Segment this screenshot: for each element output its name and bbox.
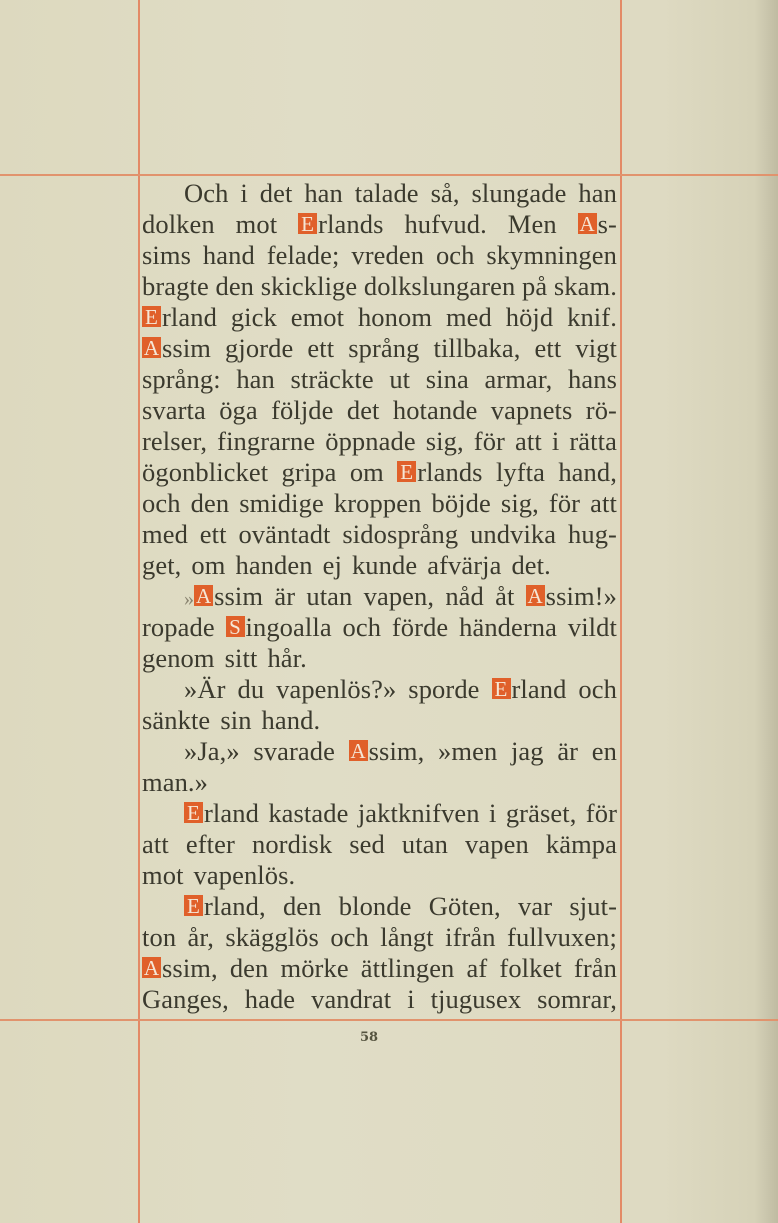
word: är: [557, 736, 579, 766]
word: hade: [244, 984, 296, 1014]
word: vigt: [575, 333, 617, 363]
word: A ssim,: [143, 953, 218, 983]
word: för: [473, 426, 505, 456]
word: undvika: [470, 519, 557, 549]
word: A s-: [579, 209, 617, 239]
word: i: [489, 798, 497, 828]
word: öppnade: [325, 426, 416, 456]
text-line: [142, 798, 617, 829]
word: Och: [184, 178, 229, 208]
word: vreden: [351, 240, 425, 270]
text-line: [142, 705, 617, 736]
word: ögonblicket: [142, 457, 269, 487]
body-text: [142, 178, 617, 1015]
word: E rlands: [298, 209, 383, 240]
word: skägglös: [225, 922, 319, 952]
word: språng:: [142, 364, 221, 394]
word: slungade: [471, 178, 567, 208]
word: knif.: [567, 302, 617, 332]
word: E rland: [142, 302, 217, 333]
word: i: [407, 984, 415, 1014]
word: nåd: [445, 581, 484, 611]
word: ett: [199, 519, 227, 549]
decorated-initial: A: [579, 212, 595, 236]
quote-mark: »: [184, 588, 195, 610]
text-line: [142, 550, 617, 581]
word: om: [191, 550, 226, 580]
word: bragte: [142, 271, 209, 301]
word: jag: [510, 736, 544, 766]
word: sig,: [500, 488, 539, 518]
word: skicklige: [260, 271, 358, 301]
word: du: [237, 674, 265, 704]
word: E rland,: [184, 891, 266, 922]
word: ut: [389, 364, 411, 394]
word: höjd: [505, 302, 554, 332]
word: förde: [391, 612, 449, 642]
top-margin-rule: [0, 174, 778, 176]
word: Göten,: [428, 891, 501, 921]
decorated-initial: E: [184, 802, 203, 823]
word: hufvud.: [404, 209, 487, 239]
word: ropade: [142, 612, 215, 642]
word: gick: [230, 302, 277, 332]
text-line: [142, 271, 617, 302]
word: följde: [271, 395, 334, 425]
text-line: [142, 860, 617, 891]
text-line: [142, 519, 617, 550]
word: vildt: [567, 612, 617, 642]
text-line: [142, 767, 617, 798]
word: ett: [534, 333, 562, 363]
text-line: [142, 953, 617, 984]
word: »Är: [184, 674, 226, 704]
word: E rland: [184, 798, 259, 829]
word: och: [330, 922, 369, 952]
decorated-initial: E: [492, 678, 511, 699]
word: sina: [425, 364, 469, 394]
word: för: [548, 488, 581, 518]
word: skam.: [553, 271, 617, 301]
word: och: [342, 612, 382, 642]
word: om: [349, 457, 384, 487]
word: i: [240, 178, 248, 208]
word: Men: [507, 209, 557, 239]
word: långt: [380, 922, 434, 952]
word: det.: [511, 550, 551, 580]
word: »men: [438, 736, 498, 766]
word: talade: [354, 178, 419, 208]
word: var: [517, 891, 553, 921]
word: jaktknifven: [357, 798, 480, 828]
text-line: [142, 457, 617, 488]
word: rätta: [569, 426, 617, 456]
word: efter: [185, 829, 235, 859]
text-line: [142, 891, 617, 922]
word: hår.: [267, 643, 307, 673]
word: hug-: [568, 519, 617, 549]
word: sporde: [408, 674, 480, 704]
word: hand.: [261, 705, 321, 735]
text-line: [142, 829, 617, 860]
word: rö-: [585, 395, 617, 425]
word: från: [573, 953, 617, 983]
text-line: [142, 333, 617, 364]
word: år,: [187, 922, 214, 952]
text-line: [142, 426, 617, 457]
word: »Ja,»: [184, 736, 240, 766]
word: tillbaka,: [433, 333, 521, 363]
word: den: [215, 271, 255, 301]
word: mörke: [280, 953, 349, 983]
decorated-initial: A: [195, 584, 212, 608]
decorated-initial: A: [143, 956, 160, 980]
word: han: [236, 364, 275, 394]
word: A ssim!»: [527, 581, 617, 611]
word: sitt: [224, 643, 258, 673]
text-line: [142, 302, 617, 333]
word: utan: [306, 581, 353, 611]
word: att: [590, 488, 617, 518]
word: skymningen: [486, 240, 617, 270]
word: den: [229, 953, 269, 983]
word: i: [551, 426, 560, 456]
word: relser,: [142, 426, 208, 456]
left-margin-rule: [138, 0, 140, 1223]
word: man.»: [142, 767, 208, 797]
word: oväntadt: [238, 519, 331, 549]
word: hotande: [392, 395, 478, 425]
word: den: [282, 891, 322, 921]
decorated-initial: E: [184, 895, 203, 916]
word: dolken: [142, 209, 215, 239]
decorated-initial: E: [142, 306, 161, 327]
word: handen: [235, 550, 313, 580]
decorated-initial: A: [527, 584, 543, 608]
text-line: [142, 643, 617, 674]
decorated-initial: S: [226, 616, 245, 637]
bottom-margin-rule: [0, 1019, 778, 1021]
word: lyfta: [495, 457, 545, 487]
word: språng: [348, 333, 420, 363]
word: är: [274, 581, 296, 611]
right-margin-rule: [620, 0, 622, 1223]
word: händerna: [459, 612, 558, 642]
word: det: [259, 178, 293, 208]
word: att: [142, 829, 169, 859]
word: på: [522, 271, 548, 301]
word: med: [445, 302, 492, 332]
word: somrar,: [537, 984, 617, 1014]
word: vapen: [465, 829, 529, 859]
word: sed: [349, 829, 385, 859]
word: sidosprång: [342, 519, 459, 549]
text-line: [142, 984, 617, 1015]
text-line: [142, 922, 617, 953]
decorated-initial: A: [143, 336, 160, 360]
word: vapenlös.: [193, 860, 296, 890]
word: sig,: [425, 426, 464, 456]
word: vapenlös?»: [276, 674, 397, 704]
word: armar,: [484, 364, 553, 394]
word: blonde: [338, 891, 412, 921]
word: hand: [202, 240, 255, 270]
word: ättlingen: [360, 953, 455, 983]
decorated-initial: E: [298, 213, 317, 234]
word: afvärja: [427, 550, 502, 580]
word: emot: [290, 302, 345, 332]
word: smidige: [239, 488, 324, 518]
word: svarta: [142, 395, 206, 425]
word: han: [304, 178, 343, 208]
word: fullvuxen;: [507, 922, 617, 952]
decorated-initial: A: [350, 739, 366, 763]
word: gjorde: [225, 333, 294, 363]
text-line: [142, 395, 617, 426]
word: och: [435, 240, 475, 270]
word: sjut-: [569, 891, 617, 921]
word: han: [578, 178, 617, 208]
word: gripa: [281, 457, 337, 487]
word: mot: [235, 209, 278, 239]
word: ej: [322, 550, 342, 580]
text-line: [142, 178, 617, 209]
word: det: [346, 395, 380, 425]
word: S ingoalla: [226, 612, 332, 643]
word: A ssim: [143, 333, 212, 363]
word: E rlands: [397, 457, 482, 488]
text-line: [142, 736, 617, 767]
word: af: [466, 953, 488, 983]
word: kunde: [351, 550, 418, 580]
word: »A ssim: [184, 581, 264, 611]
word: med: [142, 519, 188, 549]
word: honom: [357, 302, 433, 332]
page-number: 58: [360, 1030, 379, 1045]
word: kastade: [268, 798, 349, 828]
text-line: [142, 240, 617, 271]
word: så,: [430, 178, 460, 208]
word: tjugusex: [430, 984, 522, 1014]
word: vapnets: [490, 395, 573, 425]
word: en: [591, 736, 617, 766]
word: nordisk: [251, 829, 333, 859]
word: sträckte: [290, 364, 374, 394]
text-line: [142, 674, 617, 705]
word: ton: [142, 922, 177, 952]
word: böjde: [431, 488, 491, 518]
word: den: [190, 488, 230, 518]
decorated-initial: E: [397, 461, 416, 482]
word: get,: [142, 550, 182, 580]
word: utan: [401, 829, 448, 859]
word: genom: [142, 643, 215, 673]
word: E rland: [492, 674, 567, 705]
word: ifrån: [445, 922, 496, 952]
word: ett: [307, 333, 335, 363]
word: och: [578, 674, 617, 704]
word: gräset,: [505, 798, 577, 828]
word: och: [142, 488, 181, 518]
word: öga: [219, 395, 258, 425]
text-line: [142, 488, 617, 519]
word: folket: [499, 953, 562, 983]
word: mot: [142, 860, 184, 890]
word: åt: [495, 581, 515, 611]
text-line: [142, 612, 617, 643]
word: vapen,: [363, 581, 435, 611]
word: svarade: [253, 736, 335, 766]
word: felade;: [266, 240, 340, 270]
word: kämpa: [545, 829, 617, 859]
word: sänkte: [142, 705, 211, 735]
word: kroppen: [333, 488, 422, 518]
word: Ganges,: [142, 984, 229, 1014]
text-line: [142, 581, 617, 612]
word: hans: [568, 364, 617, 394]
word: för: [585, 798, 617, 828]
word: A ssim,: [350, 736, 425, 766]
word: sin: [220, 705, 252, 735]
word: dolkslungaren: [363, 271, 516, 301]
word: att: [515, 426, 542, 456]
text-line: [142, 364, 617, 395]
word: sims: [142, 240, 192, 270]
text-line: [142, 209, 617, 240]
word: vandrat: [311, 984, 392, 1014]
word: hand,: [558, 457, 617, 487]
word: fingrarne: [217, 426, 316, 456]
